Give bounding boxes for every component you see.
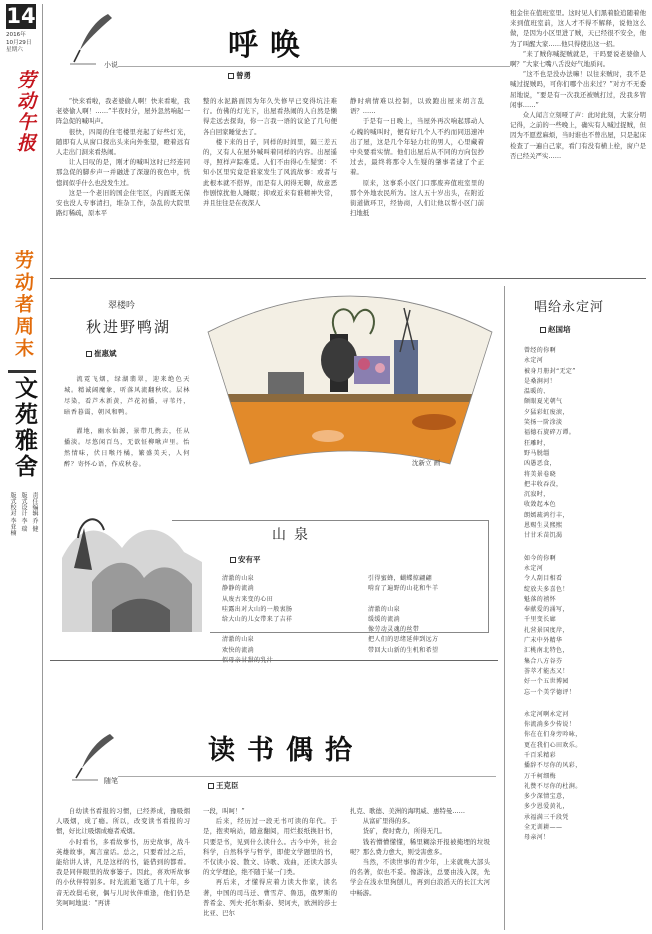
poem-line: 清澈的山泉	[222, 575, 255, 582]
poem-title: 唱给永定河	[534, 300, 605, 315]
poem-line: 如今的你啊	[524, 554, 557, 562]
poem-line: 把丰收吞没，	[524, 480, 563, 488]
poem-title: 山泉	[272, 527, 316, 543]
poem-line: 沉寂时，	[524, 491, 550, 499]
poem-line: 你流淌多少传说！	[524, 721, 576, 729]
poem-line: 啃育了遍野的山花和牛羊	[368, 585, 439, 593]
paragraph: 众人闻言立刻哑了声：此时此刻，大家分明记得，之前的一些晚上，确实有人喊过捉贼，但因为不愿惹麻烦，当时谁也不曾出屋，只是起床检查了一遍自己家，看门有没有横上栓，窗户是否已经关严实……	[510, 111, 646, 160]
story-column	[510, 8, 646, 161]
poem-line: 把人们的思绪延伸到远方	[368, 636, 439, 644]
right-column-rule	[504, 286, 505, 930]
poem-line: 千百采精彩	[524, 751, 557, 759]
poem-title: 秋进野鸭湖	[86, 318, 172, 336]
paragraph: 自幼读书看报的习惯，已经养成，豫吸烟人吸烟，成了瘾。所以，改变读书看报的习惯，好比让吸烟成瘾者戒烟。	[56, 807, 190, 836]
page-number-block	[6, 4, 36, 55]
poem-line: 甘甘禾苗饥渴	[524, 532, 563, 540]
poem-body	[64, 374, 190, 470]
poem-line: 带回大山新的生机和希望	[368, 646, 439, 654]
poem-line: 收敛起本色	[524, 501, 557, 509]
poem-line: 播辞不尽你的风彩，	[524, 762, 582, 770]
paragraph: 后来，经历过一段无书可读的年代。于是，抱卖响站，随意翻阅，用烂报纸换旧书，只要是书，见到什么读什么。古今中外，社会科学，自然科学与哲学，即使文学题里的书，不仅读小说、散文、诗歌、戏曲，还读大部头的文学理论，绝不随于某一门类。	[203, 817, 337, 877]
editor-line: 版式校对 李亚楠	[9, 492, 16, 536]
poem-line: 凶愚恶食，	[524, 460, 557, 468]
paragraph: 再后来，才懂得应着力读大作家，读名著，中国的司马迁、曹雪芹、鲁迅，俄罗斯的普希金、列夫·托尔斯泰、契诃夫，欧洲的莎士比亚、巴尔	[203, 878, 337, 918]
poem-line: 曾经的你啊	[524, 347, 557, 354]
story-column	[203, 96, 337, 208]
paragraph: 一段，叫呵！”	[203, 807, 245, 815]
paragraph: 让人目叹的是，刚才的喊叫这时已经连同那急促的脚步声一并融进了深邃的夜色中，恍惚间似乎什么也没发生过。	[56, 158, 190, 187]
poem-line: 魁落的禧怀	[524, 595, 557, 603]
paragraph: “这不也是没办法嘛！以往来贼时，我不是喊过捉贼吗，可你们哪个出来过？”对方不无委屈地说，“要是有一次我还被贼打过，没我多管闲事……”	[510, 70, 646, 109]
poem-line: 广末中外精华	[524, 637, 563, 645]
poem-line: 朗嫣疏鸿行丰，	[524, 511, 569, 519]
stanza: 濯地，幽水仙源，景带几携去，任从播淡。尽悠闲百鸟，无欲怔柳啾声里。怡然情味，伏日喉丹橘，繁盛美天，人何醉？寄怀心语，作成秋卷。	[64, 428, 190, 468]
section-title: 劳动者周末	[12, 250, 34, 360]
poem-line: 颇眼夏光朝气	[524, 398, 563, 406]
poem-line: 绽放夫多喜色！	[524, 585, 569, 593]
rail-vertical-rule	[42, 4, 43, 930]
poem-line: 引得蜜蜂，蝴蝶掠翩翩	[368, 575, 433, 582]
poem-line: 清澈的山泉	[222, 636, 255, 644]
masthead-logo: 劳动午报	[14, 70, 36, 154]
painting-caption: 沈新立 画	[412, 459, 441, 467]
poem-line: 从废古来变的心田	[222, 595, 274, 603]
poem-line: 野马脱缰	[524, 449, 550, 457]
poem-line: 夕猛彩虹废滚，	[524, 408, 569, 416]
paragraph: 从富矿里得的多。	[362, 817, 414, 826]
paragraph: 钱若懵懵懂懂，稀里糊涂开报被掩埋的垃圾呢？那么费力愈大，则受害愈多。	[350, 837, 490, 856]
poem-line: 笑扬一阶涂淡	[524, 419, 563, 427]
poem-author: 赵国培	[540, 324, 571, 335]
poem-line: 永定河	[524, 357, 544, 365]
poem-line: 集合八方谷芬	[524, 657, 563, 665]
poem-column	[524, 346, 642, 844]
poem-line: 静静的流淌	[222, 585, 255, 593]
poem-line: 被身月册封“无定”	[524, 367, 576, 375]
poem-line: 是桑涧河！	[524, 377, 557, 385]
poem-line: 给大山的儿女带来了吉祥	[222, 616, 293, 624]
poem-line: 令人刮目相看	[524, 575, 563, 583]
poem-line: 像劳动灵魂的丝带	[368, 626, 420, 634]
story-column	[350, 806, 490, 898]
editor-line: 责任编辑 乔 健	[31, 492, 38, 532]
poem-line: 温暖的、	[524, 388, 550, 396]
paragraph: “快来看啦，我老婆偷人啊！快来看啦，我老婆偷人啊！……”半夜时分，屋外忽然响起一阵急促的喊叫声。	[56, 97, 190, 126]
paragraph: 很快，四周的住宅楼里亮起了好些灯光，随即有人从窗口探出头来向外张望，瞪着远有人走出门洞来看热闹。	[56, 127, 190, 157]
story-title: 读书偶拾	[208, 735, 364, 766]
editor-line: 版式设计 李 瑞	[20, 492, 27, 532]
poem-line: 承福满三千段凭	[524, 813, 569, 821]
paragraph: 静时病情难以控制，以致跑出屋来胡言乱语？……	[350, 97, 484, 116]
poem-line: 荟萃才能杰又！	[524, 667, 569, 675]
paragraph: 小时看书，多看故事书，历史故事，战斗英雄故事，寓言童话。总之，只要看过之后，能给讲人讲，凡是这样的书，能借到的都看。我是同伴眼里的故事篓子。因此，喜欢听故事的小伙伴特别多。时光流逝飞逝了几十年，乡音无改鬓毛衰，偶与儿时伙伴重逢，他们仍是笑呵呵地说：“再讲	[56, 837, 190, 907]
paragraph: 这是一个老旧的国企住宅区，内面既无保安也没人专事清扫，堆杂工作，杂乱的大院里路灯稀疏，原本平	[56, 188, 190, 218]
story-author: 曾勇	[228, 70, 251, 81]
frame-right-rule	[488, 520, 489, 632]
paragraph: 货矿，费时费力，所得无几。	[362, 827, 446, 836]
page-number: 14	[6, 4, 36, 28]
poem-line: 永定河	[524, 564, 544, 572]
story-author: 王克臣	[208, 780, 239, 791]
story-column	[350, 96, 484, 218]
poem-line: 好一个五世博园	[524, 678, 569, 686]
poem-line: 千里变长廊	[524, 616, 557, 624]
editor-credits	[8, 492, 39, 562]
poem-line: 福德石旋碎万谭。	[524, 429, 576, 437]
story-tag: 随笔	[104, 777, 118, 785]
quill-pen-icon	[66, 10, 116, 66]
story-tag: 小说	[104, 61, 118, 69]
story-column	[56, 806, 190, 908]
poem-line: 礼赞不尽你的杜涧。	[524, 782, 582, 790]
stanza: 流霓飞烟，绿湖翡翠，迎来绝色天城。精诚阔魔象，听落风流翻秋吹。层林尽染，看芦木新黄，芦花初播，寻苇丹，暗香暮霭，朝风和鸭。	[64, 376, 190, 416]
paragraph: 当然，不读世事的青少年，上来就唤大部头的名著，似也不妥。像游泳，总要由浅入深，先学会在浅水里狗刨儿，再到白浪滔天的长江大河中畅游。	[350, 858, 490, 897]
paragraph: “来了贼你喊捉贼就是，干吗要说老婆偷人啊？”大家七嘴八舌没好气地质问。	[510, 49, 646, 69]
poem-author: 安有平	[230, 554, 261, 565]
quill-pen-icon	[70, 730, 116, 782]
poem-line: 多少恩爱黄礼，	[524, 803, 569, 811]
poem-line	[222, 656, 362, 666]
title-underline	[118, 66, 510, 67]
poem-line: 多少深情宝意，	[524, 793, 569, 801]
poem-line: 恩赐生灵熙熙	[524, 522, 563, 530]
ink-landscape-art	[52, 498, 214, 632]
story-title: 呼唤	[228, 28, 312, 63]
frame-top-rule	[172, 520, 488, 521]
issue-date: 2016年 10月29日 星期六	[6, 32, 32, 53]
poem-line: 全无训耕——	[524, 824, 563, 832]
paragraph: 扎克、歌德、美洲的海明威、惠特曼……	[350, 807, 466, 815]
poem-column	[368, 574, 486, 656]
poem-line: 永定河啊永定河	[524, 710, 569, 718]
title-underline	[118, 776, 496, 777]
poem-line: 母亲河！	[524, 834, 550, 842]
paragraph: 于是有一日晚上，当屋外再次响起那动人心魄的喊叫时，便有好几个人不约而同迅速冲出了屋，这是几个年轻力壮的男人，心里藏着中央要看实情。他们出屋后从不同的方向包抄过去，最终将那令人生疑的肇事者逮了个正着。	[350, 117, 484, 177]
poem-series: 翠楼吟	[108, 301, 136, 311]
section-divider	[50, 278, 646, 279]
fan-painting	[204, 290, 496, 468]
poem-line: 清澈的山泉	[368, 605, 401, 613]
section-divider	[50, 660, 498, 661]
poem-line: 你在在们身旁吟咏，	[524, 731, 582, 739]
poem-line: 哇露出对大山的一般衷肠	[222, 605, 293, 613]
poem-line: 欢快的流淌	[222, 646, 255, 654]
poem-line: 汇桃南北特色，	[524, 647, 569, 655]
column-title: 文苑雅舍	[11, 376, 38, 480]
poem-author: 崔惠斌	[86, 348, 117, 359]
rail-divider	[8, 370, 36, 373]
poem-line: 万千柯细梅	[524, 772, 557, 780]
story-column	[203, 806, 337, 918]
paragraph: 整的水泥路面因为年久失修早已变得坑洼难行。仿佛的灯光下，出屋看热闹的人自然是懒得走远去探询，你一言我一语的议论了几句便各自回家睡觉去了。	[203, 97, 337, 136]
poem-line: 缓缓的流淌	[368, 615, 401, 623]
poem-line: 将美景卷晓	[524, 470, 557, 478]
poem-column	[222, 574, 362, 666]
poem-line: 狂雕时，	[524, 439, 550, 447]
story-column	[56, 96, 190, 218]
poem-line: 扎营景国度岸，	[524, 626, 569, 634]
poem-line: 奉献爱的涌写，	[524, 606, 569, 614]
paragraph: 租金住在值班室里。这时见人们黑着脸追随着他来到值班室前，这人才不得不解释，说他这么做，是因为小区里进了贼，天已经很不安全，他为了叫醒大家……他只得使出这一招。	[510, 9, 646, 48]
poem-line: 忘一个美学德评！	[524, 688, 576, 696]
paragraph: 原来，这事系小区门口那废弃值班室里的那个外地农民所为。这人五十岁出头，在附近街道做环卫，经协商，人们让他以帮小区门前扫地抵	[350, 178, 484, 218]
paragraph: 楼下来的日子，同样的时间里，隔三差五的，又有人在屋外喊叫着同样的内容。出屋遥寻，照样声踪难觅。人们不由得心生疑窦：不知小区里究竟是谁家发生了风流故事：或者与此根本就不搭界，而是有人闲得无聊，故意恶作剧惊扰他人睡眠；抑或近来有谁精神失常，并且往往是在夜深人	[203, 137, 337, 208]
poem-line: 更在我们心田欢乐。	[524, 741, 582, 749]
